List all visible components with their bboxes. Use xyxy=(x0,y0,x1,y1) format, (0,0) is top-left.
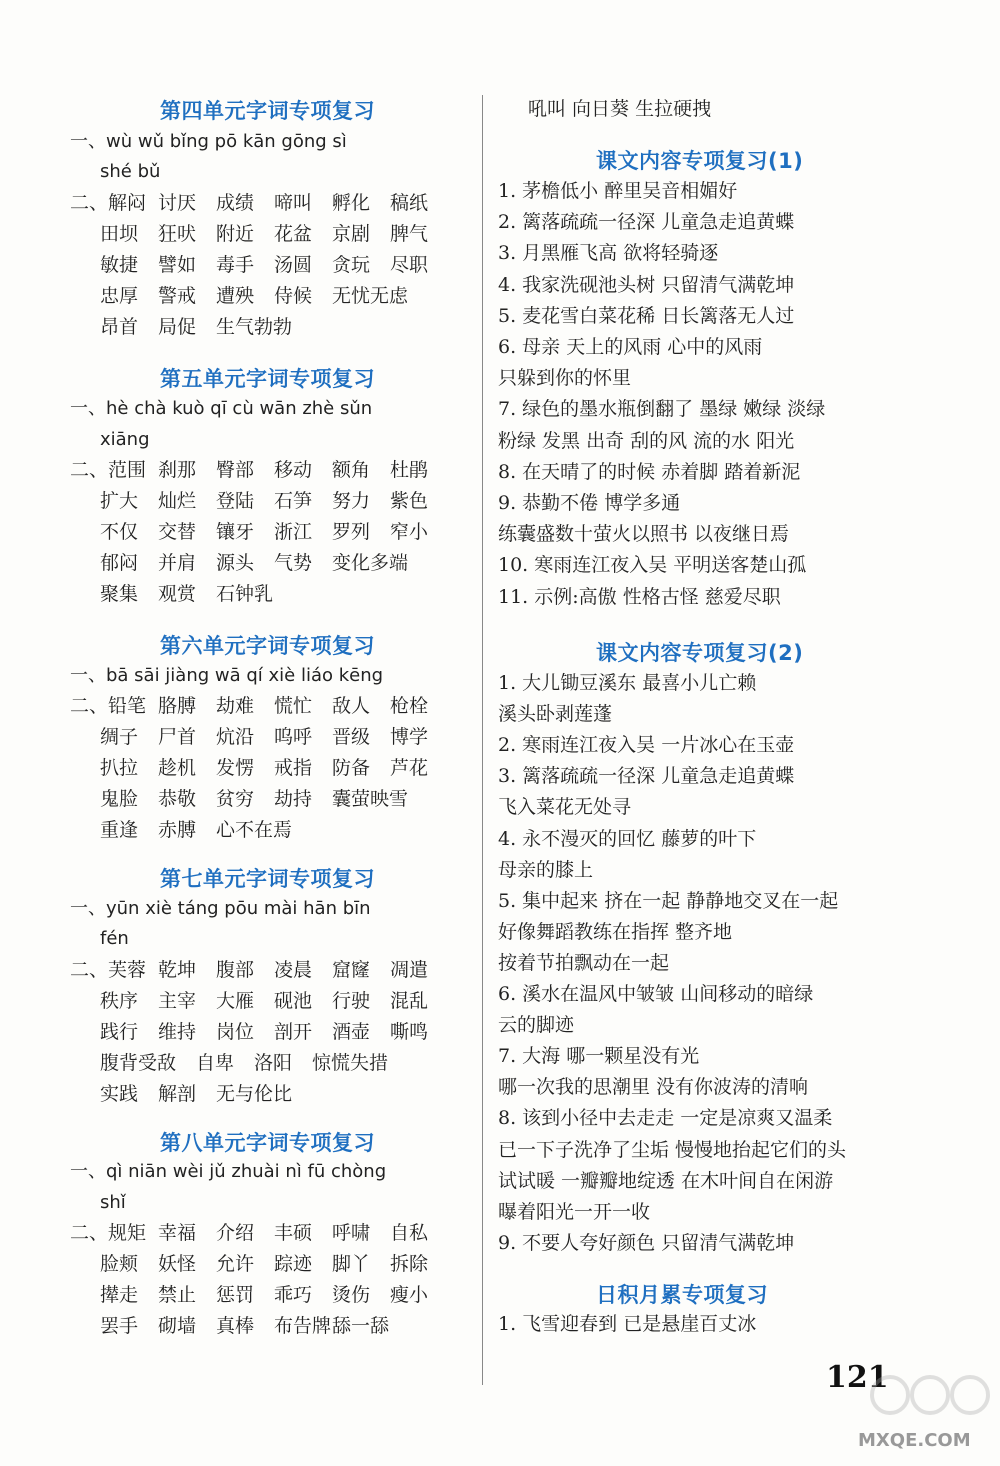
text-line: 9. 恭勤不倦 博学多通 xyxy=(498,492,681,514)
word: 狂吠 xyxy=(158,223,197,245)
word: 劫持 xyxy=(274,788,313,810)
word: 紫色 xyxy=(390,490,429,512)
word: 变化多端 xyxy=(332,552,409,574)
word: 登陆 xyxy=(216,490,255,512)
word: 自卑 xyxy=(196,1052,235,1074)
word: 罗列 xyxy=(332,521,371,543)
word: 恭敬 xyxy=(158,788,197,810)
word: 腹部 xyxy=(216,959,255,981)
text-line: 溪头卧剥莲蓬 xyxy=(498,703,613,726)
text-review-2-title: 课文内容专项复习(2) xyxy=(596,641,804,665)
word-row xyxy=(100,489,448,513)
unit6-pinyin-1: 一、bā sāi jiàng wā qí xiè liáo kēng xyxy=(70,665,384,686)
word: 妖怪 xyxy=(158,1253,197,1275)
word-row xyxy=(70,1221,448,1245)
word: 二、范围 xyxy=(70,459,147,481)
word: 拆除 xyxy=(390,1253,429,1275)
word: 混乱 xyxy=(390,990,429,1012)
word: 灿烂 xyxy=(158,490,197,512)
word: 譬如 xyxy=(158,254,197,276)
word: 努力 xyxy=(332,490,371,512)
word: 主宰 xyxy=(158,990,197,1012)
word: 生气勃勃 xyxy=(216,316,293,338)
word: 浙江 xyxy=(274,521,313,543)
word: 石笋 xyxy=(274,490,313,512)
word: 自私 xyxy=(390,1222,429,1244)
text-line: 7. 大海 哪一颗星没有光 xyxy=(498,1045,700,1068)
word-row xyxy=(100,315,312,339)
column-divider xyxy=(482,95,483,1385)
word: 赤膊 xyxy=(158,819,197,841)
text-line: 2. 寒雨连江夜入吴 一片冰心在玉壶 xyxy=(498,734,795,757)
word: 舔一舔 xyxy=(332,1315,390,1337)
word: 并肩 xyxy=(158,552,197,574)
word: 胳膊 xyxy=(158,695,197,717)
word-row xyxy=(100,1252,448,1276)
word: 啼叫 xyxy=(274,192,313,214)
word: 无与伦比 xyxy=(216,1083,293,1105)
word: 乾坤 xyxy=(158,959,197,981)
word: 尸首 xyxy=(158,726,197,748)
word-row xyxy=(70,191,448,215)
word: 镶牙 xyxy=(216,521,255,543)
word: 敌人 xyxy=(332,695,371,717)
word: 刹那 xyxy=(158,459,197,481)
word: 剖开 xyxy=(274,1021,313,1043)
word-row xyxy=(70,958,448,982)
word: 二、芙蓉 xyxy=(70,959,147,981)
word: 大雁 xyxy=(216,990,255,1012)
text-line: 11. 示例:高傲 性格古怪 慈爱尽职 xyxy=(498,585,781,608)
word: 杜鹃 xyxy=(390,459,429,481)
text-line: 已一下子洗净了尘垢 慢慢地抬起它们的头 xyxy=(498,1138,847,1161)
word: 罢手 xyxy=(100,1315,139,1337)
word: 扩大 xyxy=(100,490,139,512)
unit5-pinyin-2: xiāng xyxy=(100,429,150,450)
word: 无忧无虑 xyxy=(332,285,409,307)
word: 腹背受敌 xyxy=(100,1052,177,1074)
word: 附近 xyxy=(216,223,255,245)
word-row xyxy=(100,222,448,246)
word: 气势 xyxy=(274,552,313,574)
word: 交替 xyxy=(158,521,197,543)
word: 维持 xyxy=(158,1021,197,1043)
word-row xyxy=(100,1314,390,1338)
word: 稿纸 xyxy=(390,192,429,214)
daily-accumulation-title: 日积月累专项复习 xyxy=(596,1283,768,1307)
word: 洛阳 xyxy=(254,1052,293,1074)
word-row xyxy=(100,787,428,811)
word: 臀部 xyxy=(216,459,255,481)
word-row xyxy=(100,1283,448,1307)
text-line: 3. 月黑雁飞高 欲将轻骑逐 xyxy=(498,242,719,265)
text-line: 云的脚迹 xyxy=(498,1014,575,1037)
unit6-title: 第六单元字词专项复习 xyxy=(160,634,375,658)
word-row xyxy=(100,1051,408,1075)
word: 烫伤 xyxy=(332,1284,371,1306)
word: 石钟乳 xyxy=(216,583,274,605)
text-line: 9. 不要人夸好颜色 只留清气满乾坤 xyxy=(498,1231,795,1254)
word: 贫穷 xyxy=(216,788,255,810)
word-row xyxy=(100,582,274,606)
word: 秩序 xyxy=(100,990,139,1012)
word: 源头 xyxy=(216,552,255,574)
word: 炕沿 xyxy=(216,726,255,748)
word: 成绩 xyxy=(216,192,255,214)
word: 凋遣 xyxy=(390,959,429,981)
unit7-pinyin-2: fén xyxy=(100,928,129,949)
word-row xyxy=(100,253,448,277)
text-line: 1. 飞雪迎春到 已是悬崖百丈冰 xyxy=(498,1313,757,1335)
text-line: 8. 在天晴了的时候 赤着脚 踏着新泥 xyxy=(498,460,801,483)
text-line: 1. 大儿锄豆溪东 最喜小儿亡赖 xyxy=(498,672,757,694)
text-line: 试试暖 一瓣瓣地绽透 在木叶间自在闲游 xyxy=(498,1169,834,1192)
word: 晋级 xyxy=(332,726,371,748)
word: 防备 xyxy=(332,757,371,779)
word-row xyxy=(100,1020,448,1044)
text-line: 6. 溪水在温风中皱皱 山间移动的暗绿 xyxy=(498,983,814,1005)
word: 绸子 xyxy=(100,726,139,748)
unit5-pinyin-1: 一、hè chà kuò qī cù wān zhè sǔn xyxy=(70,398,373,419)
word: 乖巧 xyxy=(274,1284,313,1306)
word: 遭殃 xyxy=(216,285,255,307)
word: 脚丫 xyxy=(332,1253,371,1275)
word-row xyxy=(100,725,448,749)
word: 撵走 xyxy=(100,1284,139,1306)
word: 脸颊 xyxy=(100,1253,139,1275)
word: 贪玩 xyxy=(332,254,371,276)
word: 劫难 xyxy=(216,695,255,717)
word: 二、规矩 xyxy=(70,1222,147,1244)
text-line: 飞入菜花无处寻 xyxy=(498,796,632,819)
word: 毒手 xyxy=(216,254,255,276)
word: 窄小 xyxy=(390,521,429,543)
word: 惊慌失措 xyxy=(312,1052,389,1074)
word: 发愣 xyxy=(216,757,255,779)
word: 呜呼 xyxy=(274,726,313,748)
word: 博学 xyxy=(390,726,429,748)
word-row xyxy=(100,551,428,575)
word: 额角 xyxy=(332,459,371,481)
text-line: 1. 茅檐低小 醉里吴音相媚好 xyxy=(498,180,738,202)
unit8-pinyin-2: shǐ xyxy=(100,1192,126,1213)
unit5-title: 第五单元字词专项复习 xyxy=(160,367,375,391)
word-row xyxy=(100,818,312,842)
word: 郁闷 xyxy=(100,552,139,574)
unit8-pinyin-1: 一、qì niān wèi jǔ zhuài nì fū chòng xyxy=(70,1161,387,1182)
word: 田坝 xyxy=(100,223,139,245)
word: 践行 xyxy=(100,1021,139,1043)
word: 二、解闷 xyxy=(70,192,147,214)
text-line: 曝着阳光一开一收 xyxy=(498,1200,651,1223)
word: 扒拉 xyxy=(100,757,139,779)
unit7-title: 第七单元字词专项复习 xyxy=(160,867,375,891)
word: 移动 xyxy=(274,459,313,481)
text-line: 3. 篱落疏疏一径深 儿童急走追黄蝶 xyxy=(498,765,795,788)
text-line: 哪一次我的思潮里 没有你波涛的清响 xyxy=(498,1076,809,1099)
word-row xyxy=(100,520,448,544)
text-line: 只躲到你的怀里 xyxy=(498,367,632,390)
word: 戒指 xyxy=(274,757,313,779)
text-line: 按着节拍飘动在一起 xyxy=(498,951,670,974)
word: 忠厚 xyxy=(100,285,139,307)
word-row xyxy=(100,756,448,780)
text-review-1-title: 课文内容专项复习(1) xyxy=(596,149,804,173)
word: 聚集 xyxy=(100,583,139,605)
word: 解剖 xyxy=(158,1083,197,1105)
text-line: 母亲的膝上 xyxy=(498,858,594,881)
word: 局促 xyxy=(158,316,197,338)
word: 趁机 xyxy=(158,757,197,779)
text-line: 8. 该到小径中去走走 一定是凉爽又温柔 xyxy=(498,1107,833,1130)
word: 警戒 xyxy=(158,285,197,307)
word: 凌晨 xyxy=(274,959,313,981)
word: 讨厌 xyxy=(158,192,197,214)
text-line: 6. 母亲 天上的风雨 心中的风雨 xyxy=(498,336,763,358)
text-line: 4. 永不漫灭的回忆 藤萝的叶下 xyxy=(498,827,757,850)
word-row xyxy=(100,284,428,308)
text-line: 5. 集中起来 挤在一起 静静地交叉在一起 xyxy=(498,889,839,912)
word: 踪迹 xyxy=(274,1253,313,1275)
word: 丰硕 xyxy=(274,1222,313,1244)
word: 禁止 xyxy=(158,1284,197,1306)
text-line: 7. 绿色的墨水瓶倒翻了 墨绿 嫩绿 淡绿 xyxy=(498,398,826,421)
word: 嘶鸣 xyxy=(390,1021,429,1043)
word-row xyxy=(70,458,448,482)
word: 行驶 xyxy=(332,990,371,1012)
continued-words-line: 吼叫 向日葵 生拉硬拽 xyxy=(528,98,712,120)
word: 布告牌 xyxy=(274,1315,332,1337)
word: 观赏 xyxy=(158,583,197,605)
word: 惩罚 xyxy=(216,1284,255,1306)
watermark-text: MXQE.COM xyxy=(858,1430,971,1451)
word: 酒壶 xyxy=(332,1021,371,1043)
text-line: 练囊盛数十萤火以照书 以夜继日焉 xyxy=(498,523,790,546)
word: 瘦小 xyxy=(390,1284,429,1306)
word: 京剧 xyxy=(332,223,371,245)
word: 昂首 xyxy=(100,316,139,338)
text-line: 粉绿 发黑 出奇 刮的风 流的水 阳光 xyxy=(498,429,795,452)
text-line: 5. 麦花雪白菜花稀 日长篱落无人过 xyxy=(498,304,795,327)
word: 囊萤映雪 xyxy=(332,788,409,810)
word: 允许 xyxy=(216,1253,255,1275)
unit7-pinyin-1: 一、yūn xiè táng pōu mài hān bīn xyxy=(70,898,371,919)
word-row xyxy=(70,694,448,718)
text-line: 10. 寒雨连江夜入吴 平明送客楚山孤 xyxy=(498,554,807,577)
page-number: 121 xyxy=(826,1360,889,1395)
word: 尽职 xyxy=(390,254,429,276)
word: 砚池 xyxy=(274,990,313,1012)
word: 岗位 xyxy=(216,1021,255,1043)
word: 不仅 xyxy=(100,521,139,543)
word-row xyxy=(100,989,448,1013)
text-line: 2. 篱落疏疏一径深 儿童急走追黄蝶 xyxy=(498,211,795,234)
word: 慌忙 xyxy=(274,695,313,717)
word: 实践 xyxy=(100,1083,139,1105)
word: 脾气 xyxy=(390,223,429,245)
word: 介绍 xyxy=(216,1222,255,1244)
word: 汤圆 xyxy=(274,254,313,276)
text-line: 4. 我家洗砚池头树 只留清气满乾坤 xyxy=(498,273,795,296)
word-row xyxy=(100,1082,312,1106)
word: 呼啸 xyxy=(332,1222,371,1244)
word: 敏捷 xyxy=(100,254,139,276)
word: 二、铅笔 xyxy=(70,695,147,717)
word: 枪栓 xyxy=(390,695,429,717)
unit8-title: 第八单元字词专项复习 xyxy=(160,1131,375,1155)
word: 侍候 xyxy=(274,285,313,307)
word: 花盆 xyxy=(274,223,313,245)
word: 鬼脸 xyxy=(100,788,139,810)
word: 砌墙 xyxy=(158,1315,197,1337)
word: 重逢 xyxy=(100,819,139,841)
word: 窟窿 xyxy=(332,959,371,981)
word: 芦花 xyxy=(390,757,429,779)
word: 幸福 xyxy=(158,1222,197,1244)
unit4-title: 第四单元字词专项复习 xyxy=(160,99,375,123)
unit4-pinyin-2: shé bǔ xyxy=(100,161,161,182)
word: 真棒 xyxy=(216,1315,255,1337)
word: 心不在焉 xyxy=(216,819,293,841)
text-line: 好像舞蹈教练在指挥 整齐地 xyxy=(498,920,733,943)
word: 孵化 xyxy=(332,192,371,214)
unit4-pinyin-1: 一、wù wǔ bǐng pō kān gōng sì xyxy=(70,131,347,152)
